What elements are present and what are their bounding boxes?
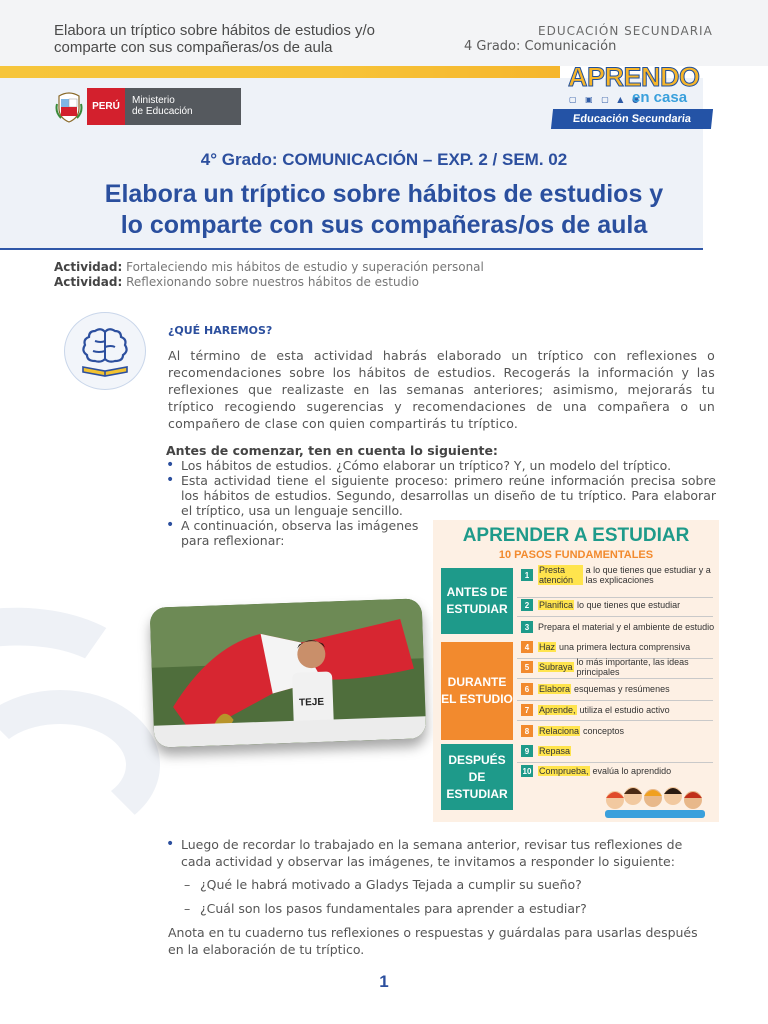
step-7: 7 Aprende, utiliza el estudio activo xyxy=(521,703,670,717)
step-5: 5 Subraya lo más importante, las ideas principales xyxy=(521,660,719,674)
title-line-2: lo comparte con sus compañeras/os de aula xyxy=(120,211,648,239)
header-grade: 4 Grado: Comunicación xyxy=(464,39,617,54)
divider xyxy=(517,616,713,617)
ministry-line-2: de Educación xyxy=(132,106,193,117)
divider xyxy=(517,700,713,701)
top-header-bar xyxy=(0,0,768,66)
page-number: 1 xyxy=(379,972,389,991)
question-1: – ¿Qué le habrá motivado a Gladys Tejada a cumplir su sueño? xyxy=(184,877,582,892)
study-steps-poster xyxy=(433,520,719,822)
ministry-line-1: Ministerio xyxy=(132,95,175,106)
page-title xyxy=(0,179,768,241)
header-education-level: EDUCACIÓN SECUNDARIA xyxy=(538,24,713,38)
ministry-logo xyxy=(54,88,241,125)
final-instructions-list xyxy=(166,836,716,870)
step-8: 8 Relaciona conceptos xyxy=(521,724,624,738)
step-6: 6 Elabora esquemas y resúmenes xyxy=(521,682,670,696)
aprendo-subtitle: en casa xyxy=(632,89,688,106)
phase-before: ANTES DE ESTUDIAR xyxy=(441,568,513,634)
phase-after: DESPUÉS DE ESTUDIAR xyxy=(441,744,513,810)
step-3: 3 Prepara el material y el ambiente de estudio xyxy=(521,620,714,634)
intro-paragraph: Al término de esta actividad habrás elaborado un tríptico con reflexiones o recomendaciones sobre los hábitos de estudios. Recogerás la información y las reflexiones que realizaste en las semanas anteriores; asimismo, mejorarás tu tríptico recogiendo sugerencias y recomendaciones de una compañera o un compañero de clase con quien compartirás tu tríptico. xyxy=(168,348,715,431)
list-item: • Esta actividad tiene el siguiente proceso: primero reúne información precisa sobre los hábitos de estudios. Segundo, desarrollas un diseño de tu tríptico. Para elaborar el tríptico, usa un lenguaje sencillo. xyxy=(166,473,716,518)
ministry-label xyxy=(125,88,241,125)
list-item: • A continuación, observa las imágenes para reflexionar: xyxy=(166,518,420,548)
brain-book-icon xyxy=(64,312,146,390)
divider xyxy=(517,678,713,679)
aprendo-title: APRENDO xyxy=(568,62,700,92)
poster-title: APRENDER A ESTUDIAR xyxy=(462,525,690,546)
divider xyxy=(517,762,713,763)
children-illustration xyxy=(603,774,707,818)
aprendo-en-casa-logo xyxy=(552,62,714,132)
step-2: 2 Planifica lo que tienes que estudiar xyxy=(521,598,680,612)
step-4: 4 Haz una primera lectura comprensiva xyxy=(521,640,690,654)
aprendo-ribbon: Educación Secundaria xyxy=(551,109,713,129)
athlete-photo xyxy=(150,598,427,747)
step-10: 10 Comprueba, evalúa lo aprendido xyxy=(522,766,672,776)
header-doc-title: Elabora un tríptico sobre hábitos de estudios y/o comparte con sus compañeras/os de aula xyxy=(54,22,376,56)
section-heading: ¿QUÉ HAREMOS? xyxy=(168,324,273,337)
peru-label: PERÚ xyxy=(87,88,125,125)
aprendo-dots-icon: ▢ ▣ ▢ ▲ ● xyxy=(569,95,642,104)
list-item: • Los hábitos de estudios. ¿Cómo elaborar un tríptico? Y, un modelo del tríptico. xyxy=(166,458,716,473)
step-1: 1 Presta atención a lo que tienes que estudiar y a las explicaciones xyxy=(521,568,719,582)
bib-text: TEJE xyxy=(298,696,325,709)
phase-during: DURANTE EL ESTUDIO xyxy=(441,642,513,740)
poster-subtitle: 10 PASOS FUNDAMENTALES xyxy=(498,549,654,561)
before-start-heading: Antes de comenzar, ten en cuenta lo siguiente: xyxy=(166,443,498,458)
coat-of-arms-icon xyxy=(54,88,84,125)
closing-paragraph: Anota en tu cuaderno tus reflexiones o respuestas y guárdalas para usarlas después en la elaboración de tu tríptico. xyxy=(168,925,698,957)
title-line-1: Elabora un tríptico sobre hábitos de estudios y xyxy=(104,180,664,208)
grade-line: 4° Grado: COMUNICACIÓN – EXP. 2 / SEM. 02 xyxy=(200,150,568,169)
activities-list xyxy=(54,260,484,290)
divider xyxy=(517,720,713,721)
activity-item: Actividad: Reflexionando sobre nuestros hábitos de estudio xyxy=(54,275,419,289)
list-item: • Luego de recordar lo trabajado en la semana anterior, revisar tus reflexiones de cada actividad y observar las imágenes, te invitamos a responder lo siguiente: xyxy=(166,836,716,870)
question-2: – ¿Cuál son los pasos fundamentales para aprender a estudiar? xyxy=(184,901,587,916)
yellow-accent-band xyxy=(0,66,560,78)
step-9: 9 Repasa xyxy=(521,744,574,758)
activity-item: Actividad: Fortaleciendo mis hábitos de estudio y superación personal xyxy=(54,260,484,274)
